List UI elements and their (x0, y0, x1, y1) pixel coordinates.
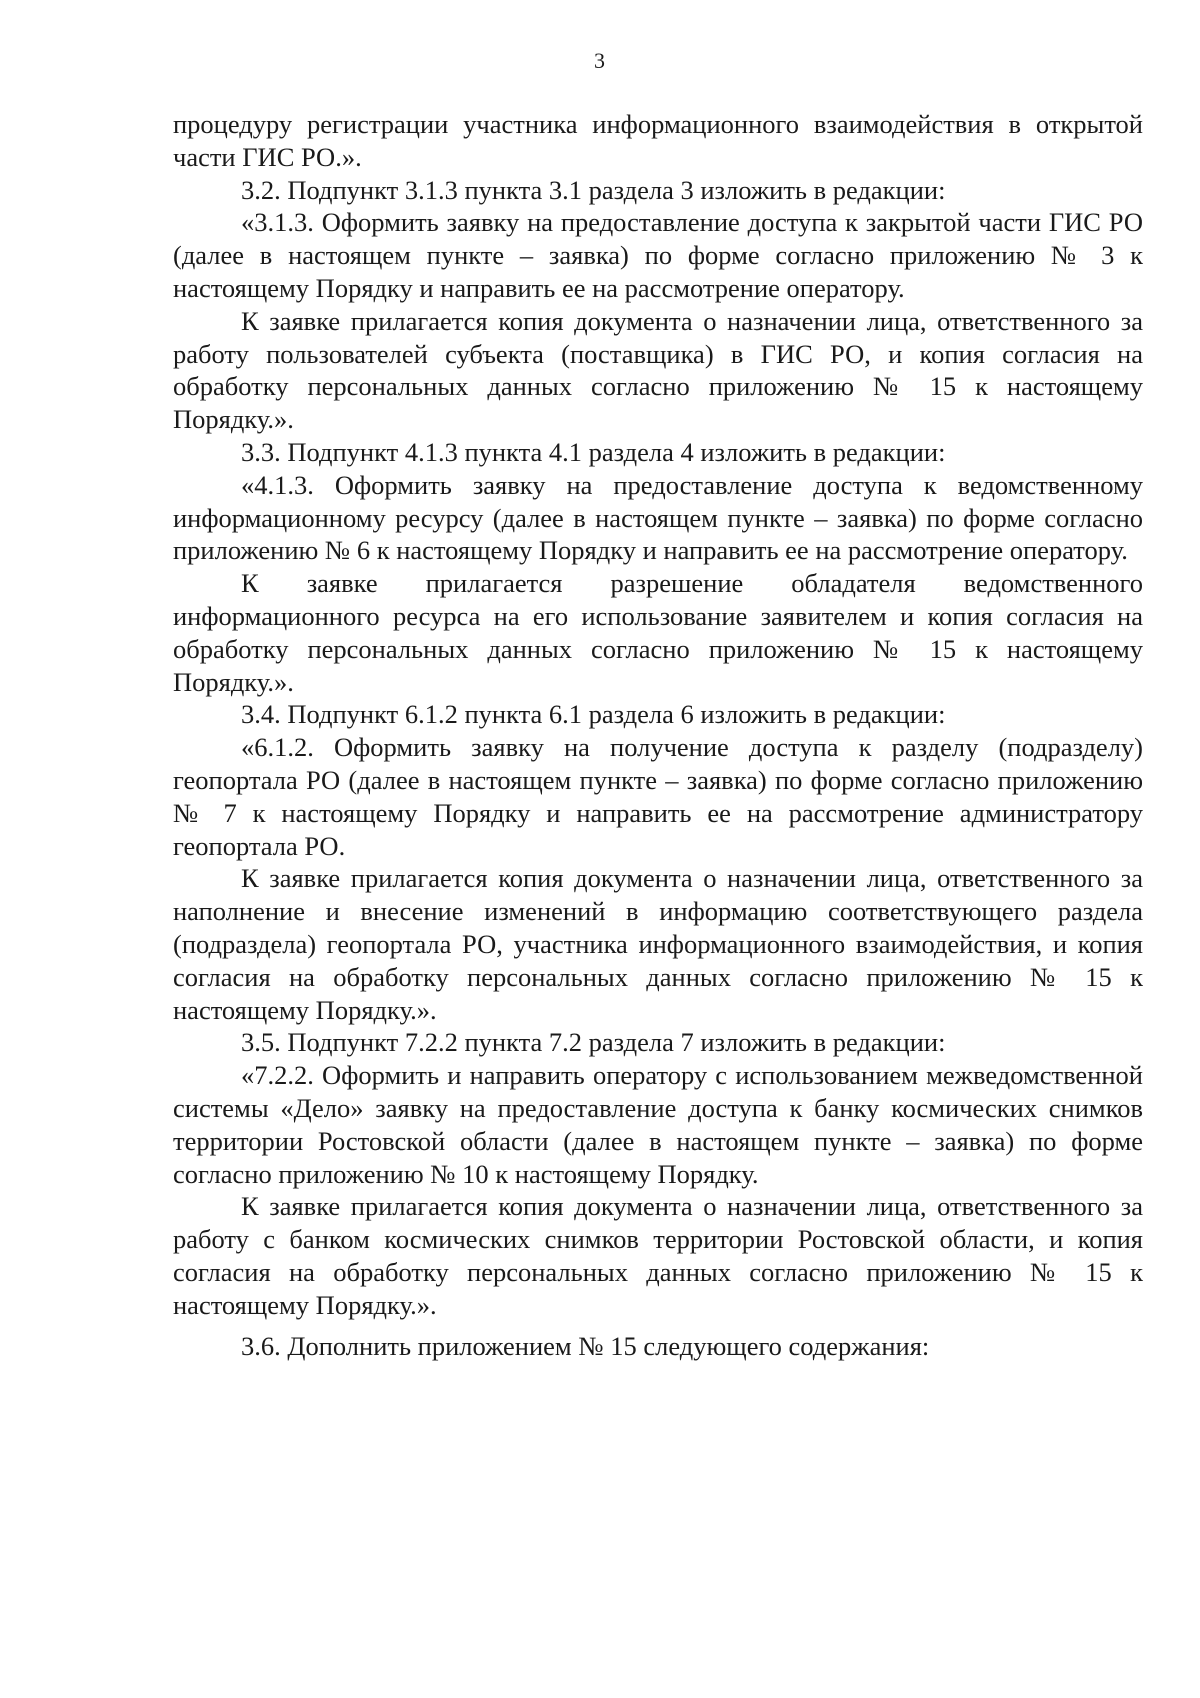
paragraph-item-3-2: 3.2. Подпункт 3.1.3 пункта 3.1 раздела 3 изложить в редакции: (241, 174, 946, 205)
document-body (173, 108, 1143, 1363)
page-number: 3 (594, 48, 606, 73)
paragraph-continuation: процедуру регистрации участника информационного взаимодействия в открытой части ГИС РО.». (173, 109, 1143, 172)
paragraph-attachment-3-1-3: К заявке прилагается копия документа о назначении лица, ответственного за работу пользователей субъекта (поставщика) в ГИС РО, и копия согласия на обработку персональных данных согласно приложению № 15 к настоящему Порядку.». (173, 305, 1143, 435)
paragraph-attachment-7-2-2: К заявке прилагается копия документа о назначении лица, ответственного за работу с банком космических снимков территории Ростовской области, и копия согласия на обработку персональных данных согласно приложению № 15 к настоящему Порядку.». (173, 1191, 1143, 1320)
paragraph-attachment-4-1-3: К заявке прилагается разрешение обладателя ведомственного информационного ресурса на его использование заявителем и копия согласия на обработку персональных данных согласно приложению № 15 к настоящему Порядку.». (173, 568, 1143, 697)
paragraph-quote-3-1-3: «3.1.3. Оформить заявку на предоставление доступа к закрытой части ГИС РО (далее в настоящем пункте – заявка) по форме согласно приложению № 3 к настоящему Порядку и направить ее на рассмотрение оператору. (173, 207, 1143, 303)
paragraph-quote-6-1-2: «6.1.2. Оформить заявку на получение доступа к разделу (подразделу) геопортала РО (далее в настоящем пункте – заявка) по форме согласно приложению № 7 к настоящему Порядку и направить ее на рассмотрение администратору геопортала РО. (173, 732, 1143, 861)
paragraph-item-3-6: 3.6. Дополнить приложением № 15 следующего содержания: (241, 1331, 930, 1362)
paragraph-item-3-4: 3.4. Подпункт 6.1.2 пункта 6.1 раздела 6 изложить в редакции: (241, 699, 946, 730)
paragraph-attachment-6-1-2: К заявке прилагается копия документа о назначении лица, ответственного за наполнение и внесение изменений в информацию соответствующего раздела (подраздела) геопортала РО, участника информационного взаимодействия, и копия согласия на обработку персональных данных согласно приложению № 15 к настоящему Порядку.». (173, 863, 1143, 1025)
paragraph-quote-7-2-2: «7.2.2. Оформить и направить оператору с использованием межведомственной системы «Дело» заявку на предоставление доступа к банку космических снимков территории Ростовской области (далее в настоящем пункте – заявка) по форме согласно приложению № 10 к настоящему Порядку. (173, 1060, 1143, 1189)
paragraph-item-3-3: 3.3. Подпункт 4.1.3 пункта 4.1 раздела 4 изложить в редакции: (241, 436, 946, 467)
paragraph-quote-4-1-3: «4.1.3. Оформить заявку на предоставление доступа к ведомственному информационному ресурсу (далее в настоящем пункте – заявка) по форме согласно приложению № 6 к настоящему Порядку и направить ее на рассмотрение оператору. (173, 469, 1143, 566)
paragraph-item-3-5: 3.5. Подпункт 7.2.2 пункта 7.2 раздела 7 изложить в редакции: (241, 1027, 946, 1058)
